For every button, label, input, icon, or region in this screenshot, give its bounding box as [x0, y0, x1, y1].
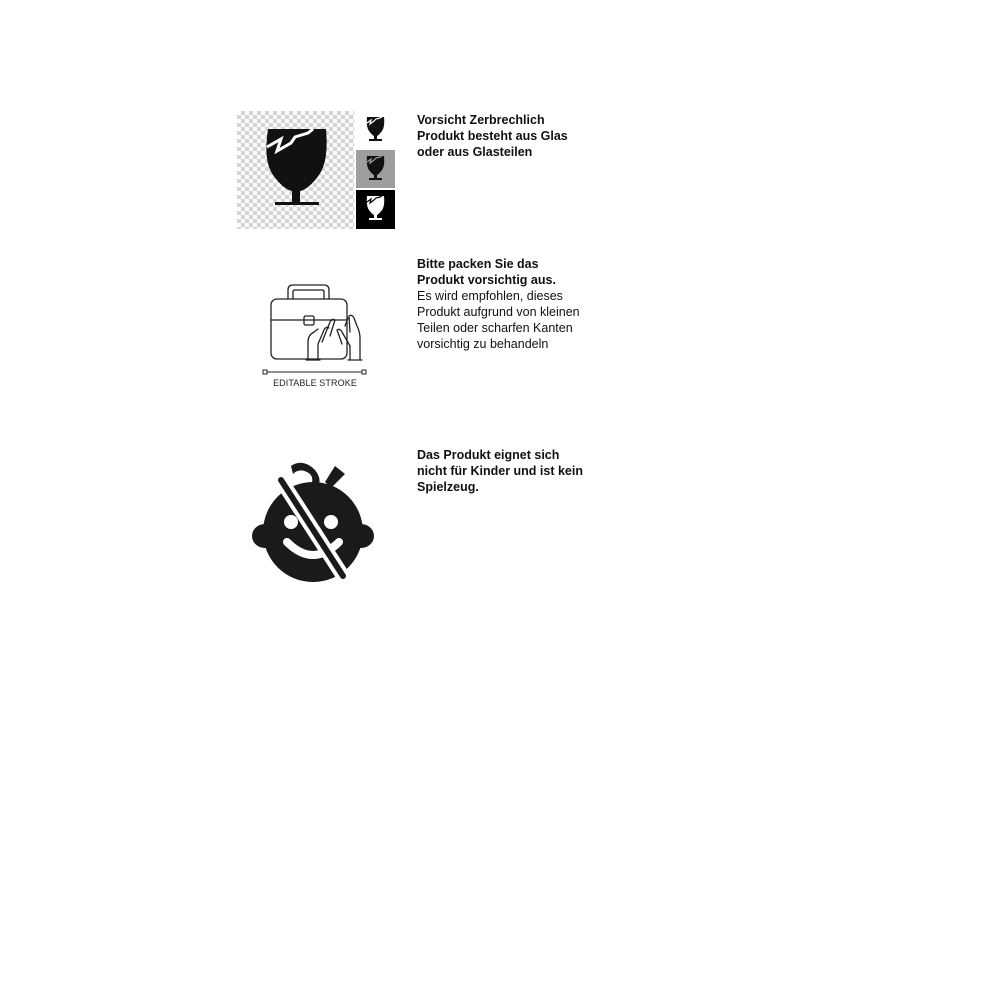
- glass-icon-preview: [237, 111, 354, 229]
- broken-glass-icon: [237, 111, 354, 229]
- not-for-children-text: [417, 447, 607, 495]
- no-baby-icon: [251, 460, 375, 584]
- care-line-3: Teilen oder scharfen Kanten: [417, 321, 573, 335]
- fragile-line-3: oder aus Glasteilen: [417, 145, 533, 159]
- broken-glass-icon: [356, 150, 395, 188]
- children-line-2: nicht für Kinder und ist kein: [417, 464, 583, 478]
- care-line-4: vorsichtig zu behandeln: [417, 337, 549, 351]
- children-line-1: Das Produkt eignet sich: [417, 448, 560, 462]
- editable-stroke-caption: EDITABLE STROKE: [273, 378, 357, 388]
- care-bold-line-2: Produkt vorsichtig aus.: [417, 273, 556, 287]
- children-line-3: Spielzeug.: [417, 480, 479, 494]
- glass-icon-gray-variant: [356, 150, 395, 188]
- broken-glass-icon: [356, 190, 395, 229]
- care-line-2: Produkt aufgrund von kleinen: [417, 305, 580, 319]
- fragile-line-1: Vorsicht Zerbrechlich: [417, 113, 545, 127]
- care-line-1: Es wird empfohlen, dieses: [417, 289, 563, 303]
- handle-with-care-text: [417, 256, 607, 352]
- glass-icon-white-variant: [356, 111, 395, 149]
- glass-icon-black-variant: [356, 190, 395, 229]
- briefcase-hands-icon: [262, 282, 368, 376]
- care-bold-line-1: Bitte packen Sie das: [417, 257, 539, 271]
- broken-glass-icon: [356, 111, 395, 149]
- fragile-warning-text: [417, 112, 607, 160]
- fragile-line-2: Produkt besteht aus Glas: [417, 129, 568, 143]
